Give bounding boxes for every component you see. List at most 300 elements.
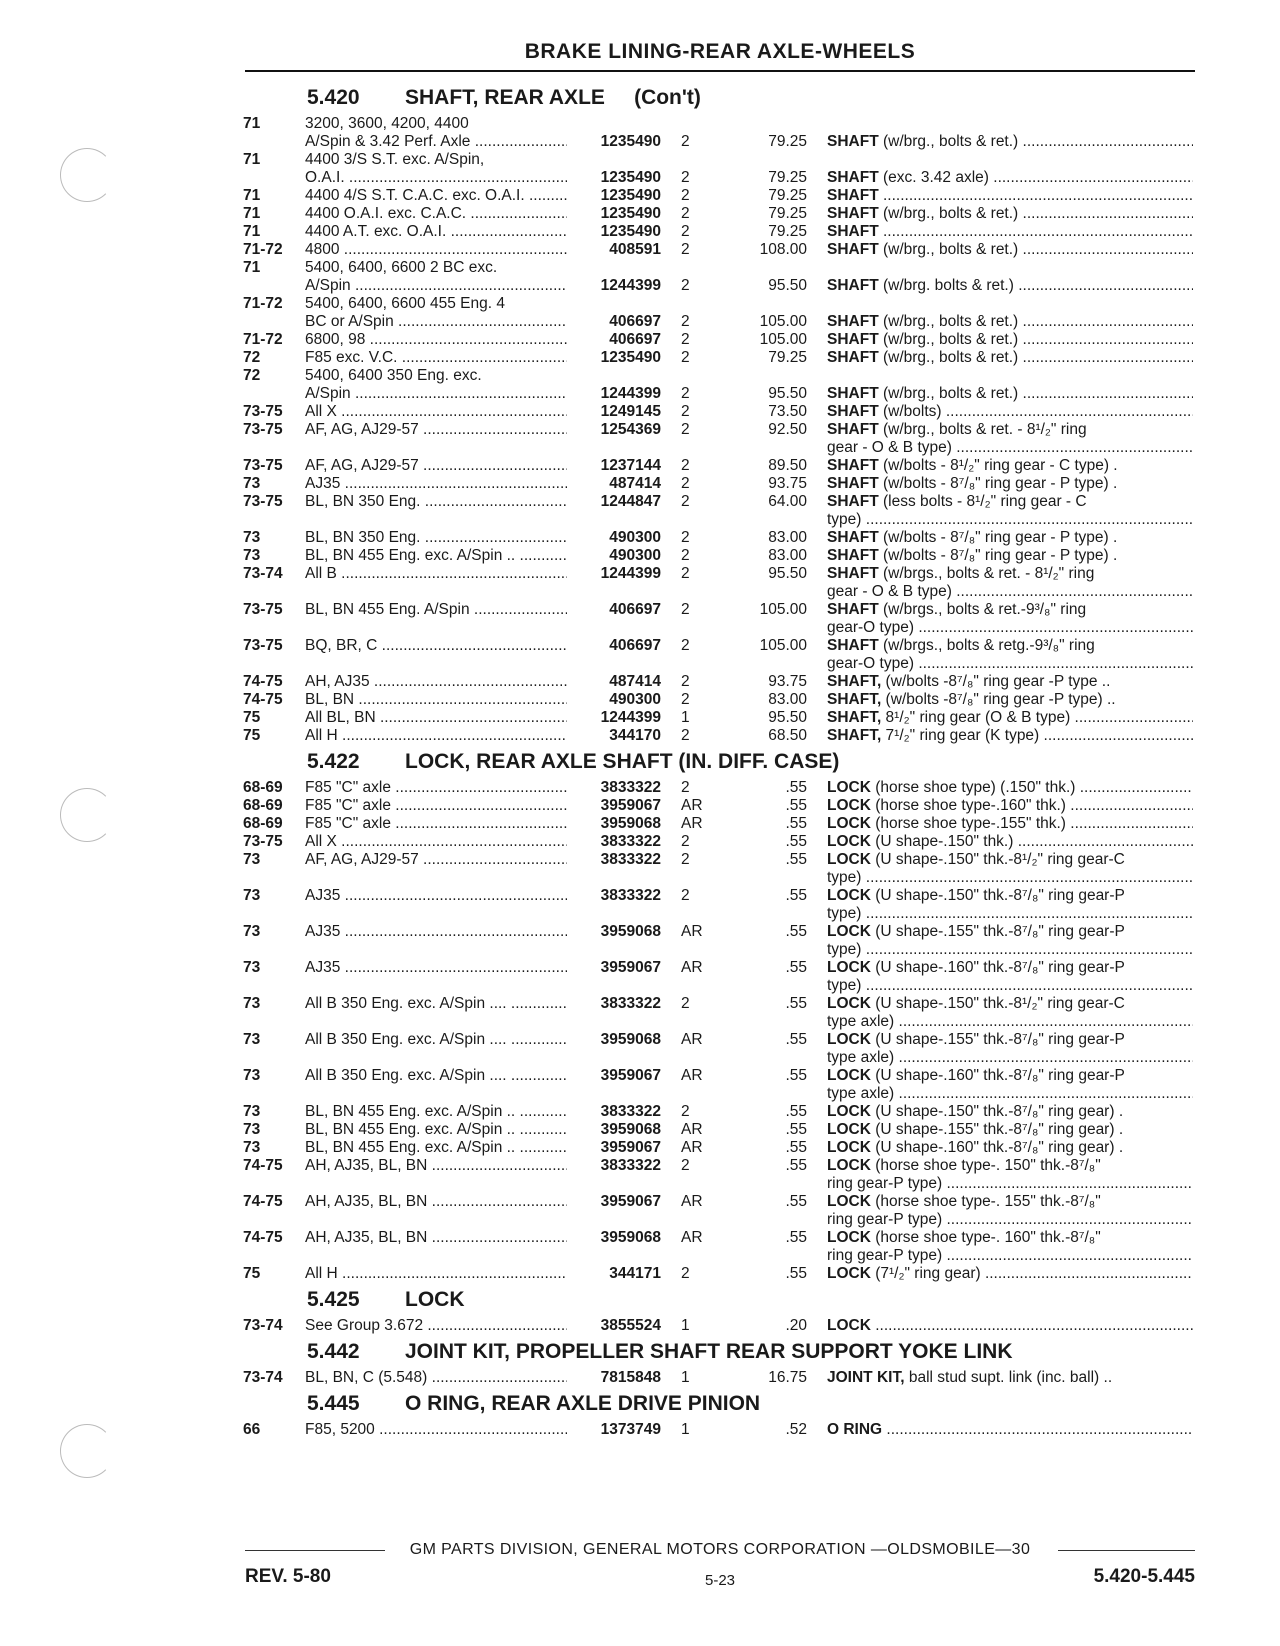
application: [305, 1156, 567, 1175]
application: [305, 1120, 567, 1139]
quantity: [681, 832, 721, 851]
model-year: [243, 1156, 283, 1175]
price: [727, 886, 807, 905]
description: [827, 1316, 1193, 1335]
part-number-text: 1249145: [600, 403, 661, 420]
quantity-text: AR: [681, 1031, 703, 1048]
part-number-text: 7815848: [600, 1369, 661, 1386]
quantity: [681, 186, 721, 205]
quantity-text: 2: [681, 1103, 690, 1120]
model-year: [243, 258, 260, 277]
catalog-row: [243, 886, 1193, 904]
description: [827, 132, 1193, 151]
description-text: LOCK (U shape-.160" thk.-8⁷/₈" ring gear) .: [827, 1139, 1124, 1156]
quantity-text: 2: [681, 887, 690, 904]
catalog-row: [243, 1316, 1193, 1334]
description: [827, 384, 1193, 403]
price-text: .55: [785, 1121, 807, 1138]
catalog-row: [243, 904, 1193, 922]
catalog-row: [243, 312, 1193, 330]
description: [827, 778, 1193, 797]
description-text: LOCK (U shape-.155" thk.-8⁷/₈" ring gear-P: [827, 1031, 1125, 1048]
catalog-row: [243, 294, 1193, 312]
quantity-text: 2: [681, 313, 690, 330]
model-year: [243, 1102, 260, 1121]
description: [827, 240, 1193, 259]
application: [305, 832, 567, 851]
quantity-text: AR: [681, 1121, 703, 1138]
section-name: LOCK: [405, 1288, 465, 1311]
description-text: SHAFT (w/bolts - 8¹/₂" ring gear - C type) .: [827, 457, 1118, 474]
part-number-text: 3833322: [600, 1103, 661, 1120]
description: [827, 402, 1193, 421]
description-text: SHAFT (w/brg., bolts & ret.): [827, 349, 1019, 366]
application: [305, 186, 567, 205]
model-year-text: 73: [243, 1121, 261, 1138]
application-text: BL, BN 455 Eng. exc. A/Spin ..: [305, 547, 516, 564]
part-number-text: 3855524: [600, 1317, 661, 1334]
model-year: [243, 886, 260, 905]
part-number-text: 1235490: [600, 169, 661, 186]
part-number: [569, 402, 661, 421]
price-text: 105.00: [759, 601, 807, 618]
quantity-text: 2: [681, 779, 690, 796]
description-keyword: SHAFT,: [827, 673, 882, 690]
part-number-text: 3959068: [600, 1031, 661, 1048]
model-year-text: 73-75: [243, 601, 283, 618]
quantity-text: 2: [681, 727, 690, 744]
application: [305, 546, 567, 565]
price-text: .55: [785, 1067, 807, 1084]
application-text: BL, BN: [305, 691, 355, 708]
application: [305, 690, 567, 709]
application-text: 4800: [305, 241, 340, 258]
price-text: 16.75: [768, 1369, 807, 1386]
model-year-text: 71: [243, 205, 261, 222]
section-header: [243, 744, 1193, 778]
description: [827, 168, 1193, 187]
application-text: BQ, BR, C: [305, 637, 378, 654]
part-number-text: 3833322: [600, 833, 661, 850]
application: [305, 600, 567, 619]
description-keyword: SHAFT: [827, 241, 879, 258]
price-text: 83.00: [768, 547, 807, 564]
application: [305, 726, 567, 745]
model-year: [243, 832, 283, 851]
description-keyword: LOCK: [827, 1157, 871, 1174]
model-year: [243, 1368, 283, 1387]
model-year-text: 68-69: [243, 797, 283, 814]
application: [305, 240, 567, 259]
price-text: 79.25: [768, 187, 807, 204]
model-year: [243, 546, 260, 565]
application-text: A/Spin: [305, 385, 351, 402]
price-text: 79.25: [768, 205, 807, 222]
application: [305, 778, 567, 797]
part-number-text: 3959067: [600, 1193, 661, 1210]
model-year-text: 66: [243, 1421, 261, 1438]
part-number-text: 3959067: [600, 959, 661, 976]
part-number: [569, 456, 661, 475]
price-text: 95.50: [768, 565, 807, 582]
catalog-row: [243, 600, 1193, 618]
part-number: [569, 708, 661, 727]
model-year: [243, 1420, 260, 1439]
description-keyword: SHAFT: [827, 475, 879, 492]
description-text: SHAFT (w/bolts - 8⁷/₈" ring gear - P type) .: [827, 475, 1118, 492]
application: [305, 1192, 567, 1211]
model-year-text: 72: [243, 367, 261, 384]
description-text: LOCK (U shape-.155" thk.-8⁷/₈" ring gear-P: [827, 923, 1125, 940]
quantity-text: 2: [681, 1265, 690, 1282]
price: [727, 778, 807, 797]
price: [727, 1156, 807, 1175]
description-text: SHAFT, (w/bolts -8⁷/₈" ring gear -P type ..: [827, 673, 1111, 690]
quantity: [681, 474, 721, 493]
quantity-text: 2: [681, 385, 690, 402]
part-number-text: 3959068: [600, 1229, 661, 1246]
description-text: SHAFT (w/brg., bolts & ret.): [827, 133, 1019, 150]
description: [827, 204, 1193, 223]
price-text: .55: [785, 1139, 807, 1156]
model-year-text: 73: [243, 1031, 261, 1048]
model-year-text: 73: [243, 547, 261, 564]
price-text: 68.50: [768, 727, 807, 744]
part-number: [569, 672, 661, 691]
quantity-text: AR: [681, 923, 703, 940]
catalog-row: [243, 150, 1193, 168]
model-year-text: 68-69: [243, 815, 283, 832]
quantity-text: 2: [681, 1157, 690, 1174]
part-number: [569, 832, 661, 851]
application: [305, 114, 567, 133]
description-keyword: SHAFT: [827, 205, 879, 222]
price-text: 105.00: [759, 313, 807, 330]
description-text: SHAFT (w/bolts): [827, 403, 942, 420]
description-text: LOCK (horse shoe type) (.150" thk.): [827, 779, 1076, 796]
application-text: 5400, 6400 350 Eng. exc.: [305, 367, 482, 384]
model-year-text: 73-74: [243, 1369, 283, 1386]
quantity: [681, 726, 721, 745]
description-keyword: LOCK: [827, 1103, 871, 1120]
quantity-text: AR: [681, 1193, 703, 1210]
description: [827, 456, 1193, 475]
catalog-row: [243, 1048, 1193, 1066]
application: [305, 922, 567, 941]
application-text: AJ35: [305, 923, 341, 940]
part-number-text: 406697: [609, 601, 661, 618]
model-year-text: 75: [243, 727, 261, 744]
part-number: [569, 1120, 661, 1139]
page-number: 5-23: [704, 1572, 736, 1589]
part-number-text: 1373749: [600, 1421, 661, 1438]
model-year: [243, 796, 283, 815]
model-year-text: 73-75: [243, 403, 283, 420]
model-year: [243, 294, 283, 313]
quantity-text: 2: [681, 403, 690, 420]
application: [305, 994, 567, 1013]
description: [827, 814, 1193, 833]
catalog-row: [243, 1066, 1193, 1084]
quantity-text: AR: [681, 815, 703, 832]
catalog-row: [243, 654, 1193, 672]
catalog-row: [243, 1246, 1193, 1264]
price-text: 73.50: [768, 403, 807, 420]
price: [727, 1138, 807, 1157]
quantity-text: AR: [681, 797, 703, 814]
price: [727, 994, 807, 1013]
part-number: [569, 312, 661, 331]
quantity-text: 2: [681, 529, 690, 546]
model-year: [243, 778, 283, 797]
quantity: [681, 886, 721, 905]
catalog-row: [243, 1420, 1193, 1438]
description: [827, 636, 1193, 655]
price-text: 93.75: [768, 475, 807, 492]
part-number: [569, 1316, 661, 1335]
application: [305, 1420, 567, 1439]
model-year-text: 68-69: [243, 779, 283, 796]
section-number: 5.422: [307, 750, 360, 773]
description-text: [827, 223, 879, 240]
quantity: [681, 564, 721, 583]
price-text: .55: [785, 1157, 807, 1174]
quantity: [681, 402, 721, 421]
price: [727, 168, 807, 187]
part-number: [569, 168, 661, 187]
quantity: [681, 276, 721, 295]
catalog-row: [243, 636, 1193, 654]
description: [827, 832, 1193, 851]
description: [827, 1048, 1193, 1067]
model-year-text: 73: [243, 1139, 261, 1156]
description-text: LOCK (U shape-.160" thk.-8⁷/₈" ring gear-P: [827, 959, 1125, 976]
part-number-text: 1244399: [600, 277, 661, 294]
model-year-text: 71: [243, 151, 261, 168]
model-year-text: 71: [243, 115, 261, 132]
description: [827, 958, 1193, 977]
part-number: [569, 564, 661, 583]
application-text: All B: [305, 565, 337, 582]
description-keyword: SHAFT: [827, 187, 879, 204]
price-text: .55: [785, 887, 807, 904]
quantity-text: 2: [681, 995, 690, 1012]
description-text: SHAFT, 7¹/₂" ring gear (K type): [827, 727, 1040, 744]
model-year: [243, 1264, 260, 1283]
part-number-text: 1235490: [600, 223, 661, 240]
model-year: [243, 636, 283, 655]
application-text: See Group 3.672: [305, 1317, 424, 1334]
price-text: 79.25: [768, 133, 807, 150]
model-year: [243, 528, 260, 547]
application-text: F85 "C" axle: [305, 779, 391, 796]
page-title: BRAKE LINING-REAR AXLE-WHEELS: [524, 40, 916, 63]
application-text: All X: [305, 403, 337, 420]
application: [305, 276, 567, 295]
application-text: All H: [305, 1265, 338, 1282]
price: [727, 1228, 807, 1247]
part-number: [569, 1228, 661, 1247]
description: [827, 868, 1193, 887]
parts-catalog-content: [243, 80, 1193, 1438]
description-keyword: LOCK: [827, 851, 871, 868]
application-text: O.A.I.: [305, 169, 345, 186]
part-number: [569, 222, 661, 241]
description-keyword: SHAFT: [827, 223, 879, 240]
model-year-text: 73-74: [243, 1317, 283, 1334]
catalog-row: [243, 258, 1193, 276]
model-year: [243, 402, 283, 421]
description-text: [827, 187, 879, 204]
quantity-text: 2: [681, 833, 690, 850]
quantity: [681, 420, 721, 439]
application-text: All BL, BN: [305, 709, 376, 726]
price-text: .52: [785, 1421, 807, 1438]
description-text: LOCK (U shape-.150" thk.-8¹/₂" ring gear-C: [827, 995, 1125, 1012]
catalog-row: [243, 922, 1193, 940]
price-text: 95.50: [768, 385, 807, 402]
application: [305, 204, 567, 223]
quantity-text: 2: [681, 475, 690, 492]
description-keyword: SHAFT: [827, 493, 879, 510]
price: [727, 204, 807, 223]
description-keyword: SHAFT: [827, 403, 879, 420]
price: [727, 708, 807, 727]
quantity: [681, 1030, 721, 1049]
price: [727, 132, 807, 151]
price: [727, 832, 807, 851]
catalog-row: [243, 832, 1193, 850]
application: [305, 564, 567, 583]
price-text: .55: [785, 1265, 807, 1282]
catalog-row: [243, 474, 1193, 492]
description: [827, 976, 1193, 995]
price-text: 79.25: [768, 223, 807, 240]
part-number: [569, 636, 661, 655]
catalog-row: [243, 186, 1193, 204]
application-text: BL, BN 455 Eng. exc. A/Spin ..: [305, 1139, 516, 1156]
quantity: [681, 132, 721, 151]
part-number: [569, 492, 661, 511]
quantity: [681, 1192, 721, 1211]
quantity: [681, 204, 721, 223]
application: [305, 366, 567, 385]
punch-hole-middle: [60, 788, 114, 842]
part-number: [569, 1192, 661, 1211]
description-text: type): [827, 905, 862, 922]
model-year-text: 74-75: [243, 691, 283, 708]
model-year-text: 75: [243, 1265, 261, 1282]
model-year-text: 73: [243, 1067, 261, 1084]
price: [727, 474, 807, 493]
part-number-text: 1235490: [600, 349, 661, 366]
description-text: LOCK (U shape-.150" thk.): [827, 833, 1014, 850]
part-number-text: 3959068: [600, 815, 661, 832]
application: [305, 132, 567, 151]
model-year-text: 74-75: [243, 673, 283, 690]
quantity: [681, 600, 721, 619]
section-name: LOCK, REAR AXLE SHAFT (IN. DIFF. CASE): [405, 750, 840, 773]
application-text: F85 exc. V.C.: [305, 349, 398, 366]
title-rule: [245, 70, 1195, 72]
part-number-text: 1237144: [600, 457, 661, 474]
part-number-text: 344171: [609, 1265, 661, 1282]
model-year: [243, 850, 260, 869]
quantity: [681, 330, 721, 349]
quantity-text: 2: [681, 133, 690, 150]
quantity-text: AR: [681, 1139, 703, 1156]
model-year: [243, 1030, 260, 1049]
description-text: LOCK (U shape-.160" thk.-8⁷/₈" ring gear-P: [827, 1067, 1125, 1084]
part-number: [569, 1138, 661, 1157]
catalog-row: [243, 402, 1193, 420]
section-number: 5.442: [307, 1340, 360, 1363]
quantity: [681, 546, 721, 565]
catalog-row: [243, 940, 1193, 958]
description: [827, 492, 1193, 511]
model-year-text: 71-72: [243, 331, 283, 348]
part-number: [569, 1264, 661, 1283]
description-text: SHAFT (w/brgs., bolts & retg.-9³/₈" ring: [827, 637, 1095, 654]
quantity: [681, 312, 721, 331]
application-text: AJ35: [305, 887, 341, 904]
description-text: [827, 1317, 871, 1334]
model-year-text: 73: [243, 995, 261, 1012]
description: [827, 474, 1193, 493]
description-keyword: LOCK: [827, 1317, 871, 1334]
part-number: [569, 348, 661, 367]
quantity-text: 2: [681, 673, 690, 690]
model-year: [243, 150, 260, 169]
quantity: [681, 384, 721, 403]
quantity: [681, 222, 721, 241]
price-text: .55: [785, 797, 807, 814]
application: [305, 384, 567, 403]
quantity: [681, 348, 721, 367]
price-text: 105.00: [759, 637, 807, 654]
section-name: SHAFT, REAR AXLE (Con't): [405, 86, 701, 109]
description: [827, 850, 1193, 869]
price: [727, 726, 807, 745]
catalog-row: [243, 1138, 1193, 1156]
description-keyword: LOCK: [827, 887, 871, 904]
description-keyword: SHAFT,: [827, 709, 882, 726]
catalog-row: [243, 618, 1193, 636]
description: [827, 600, 1193, 619]
section-number: 5.420: [307, 86, 360, 109]
application-text: AJ35: [305, 959, 341, 976]
description-text: JOINT KIT, ball stud supt. link (inc. ball) ..: [827, 1369, 1113, 1386]
application: [305, 672, 567, 691]
application-text: F85 "C" axle: [305, 815, 391, 832]
application: [305, 1066, 567, 1085]
application-text: BL, BN 350 Eng.: [305, 529, 421, 546]
description-text: SHAFT (exc. 3.42 axle): [827, 169, 989, 186]
quantity-text: 2: [681, 205, 690, 222]
model-year-text: 73-75: [243, 493, 283, 510]
price: [727, 564, 807, 583]
description-keyword: LOCK: [827, 1139, 871, 1156]
quantity: [681, 690, 721, 709]
description: [827, 904, 1193, 923]
part-number-text: 3833322: [600, 995, 661, 1012]
model-year-text: 74-75: [243, 1193, 283, 1210]
quantity: [681, 778, 721, 797]
application: [305, 492, 567, 511]
description-text: LOCK (U shape-.150" thk.-8⁷/₈" ring gear) .: [827, 1103, 1124, 1120]
model-year: [243, 186, 260, 205]
catalog-row: [243, 1368, 1193, 1386]
